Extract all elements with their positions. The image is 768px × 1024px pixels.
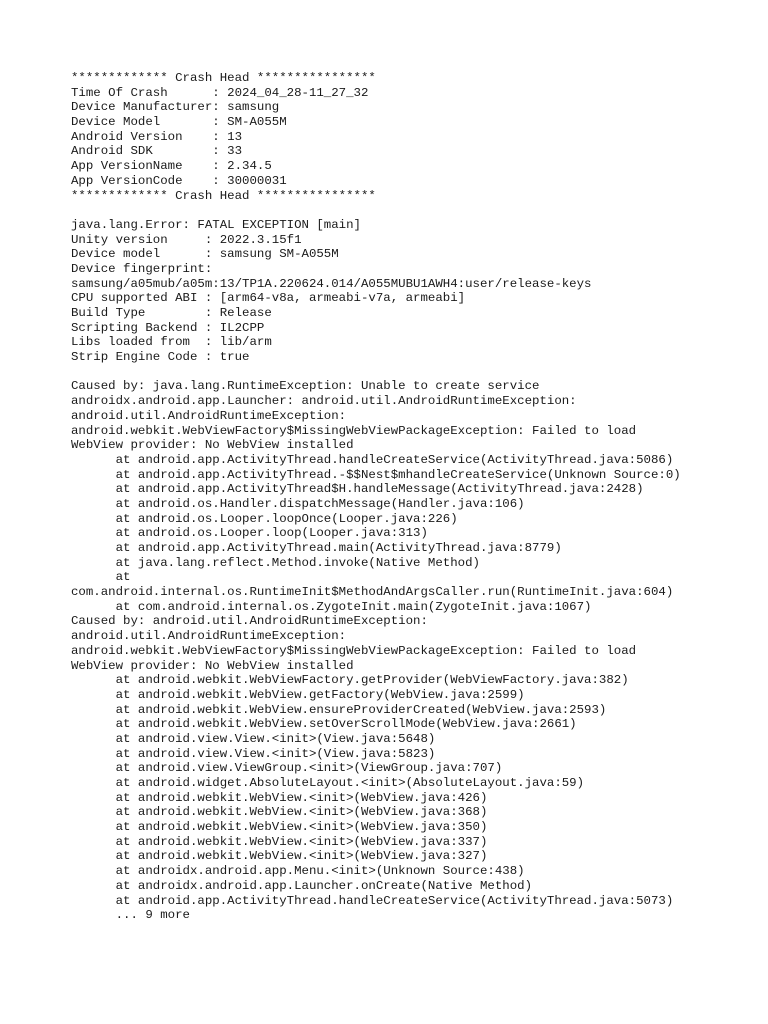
stack-frame: at android.webkit.WebViewFactory.getProvider(WebViewFactory.java:382) [71, 673, 629, 688]
stack-frame: at androidx.android.app.Launcher.onCreate(Native Method) [71, 878, 533, 893]
android-version-line: Android Version : 13 [71, 129, 243, 144]
fatal-exception-section [71, 218, 761, 365]
stack-frame: at java.lang.reflect.Method.invoke(Native Method) [71, 555, 480, 570]
stack-frame: at android.webkit.WebView.<init>(WebView.java:350) [71, 820, 488, 835]
android-sdk-line: Android SDK : 33 [71, 144, 243, 159]
stack-frame: at android.webkit.WebView.setOverScrollMode(WebView.java:2661) [71, 717, 577, 732]
more-frames-line: ... 9 more [71, 908, 190, 923]
unity-version-line: Unity version : 2022.3.15f1 [71, 232, 302, 247]
app-version-code-line: App VersionCode : 30000031 [71, 173, 287, 188]
cause-message-line: Caused by: java.lang.RuntimeException: Unable to create service [71, 379, 540, 394]
device-model-detail-line: Device model : samsung SM-A055M [71, 247, 339, 262]
stack-frame: com.android.internal.os.RuntimeInit$MethodAndArgsCaller.run(RuntimeInit.java:604) [71, 585, 674, 600]
stack-frame: at android.webkit.WebView.getFactory(WebView.java:2599) [71, 687, 525, 702]
cause-message-line: android.webkit.WebViewFactory$MissingWebViewPackageException: Failed to load [71, 423, 637, 438]
device-fingerprint-value: samsung/a05mub/a05m:13/TP1A.220624.014/A055MUBU1AWH4:user/release-keys [71, 276, 592, 291]
cpu-abi-line: CPU supported ABI : [arm64-v8a, armeabi-v7a, armeabi] [71, 291, 466, 306]
stack-frame: at android.webkit.WebView.<init>(WebView.java:368) [71, 805, 488, 820]
stack-frame: at android.app.ActivityThread.main(ActivityThread.java:8779) [71, 541, 562, 555]
stack-frame: at android.view.View.<init>(View.java:5823) [71, 746, 436, 761]
stack-frame: at android.widget.AbsoluteLayout.<init>(AbsoluteLayout.java:59) [71, 776, 585, 790]
stack-frame: at android.view.ViewGroup.<init>(ViewGroup.java:707) [71, 761, 503, 776]
cause-message-line: WebView provider: No WebView installed [71, 658, 354, 673]
stack-frame: at android.os.Handler.dispatchMessage(Handler.java:106) [71, 496, 525, 511]
stack-frame: at androidx.android.app.Menu.<init>(Unknown Source:438) [71, 864, 525, 879]
crash-head-banner-top: ************* Crash Head **************** [71, 71, 376, 85]
strip-engine-code-line: Strip Engine Code : true [71, 350, 250, 365]
spacer [71, 203, 761, 218]
cause-1-section [71, 379, 761, 614]
crash-head-banner-bottom: ************* Crash Head **************** [71, 188, 376, 203]
stack-frame: at android.os.Looper.loopOnce(Looper.java:226) [71, 511, 458, 526]
time-of-crash-line: Time Of Crash : 2024_04_28-11_27_32 [71, 85, 369, 100]
scripting-backend-line: Scripting Backend : IL2CPP [71, 320, 265, 335]
device-fingerprint-label: Device fingerprint: [71, 261, 213, 276]
cause-message-line: android.util.AndroidRuntimeException: [71, 629, 347, 644]
stack-frame: at android.app.ActivityThread.handleCreateService(ActivityThread.java:5073) [71, 893, 674, 908]
stack-frame: at android.app.ActivityThread.-$$Nest$mhandleCreateService(Unknown Source:0) [71, 467, 681, 482]
cause-message-line: WebView provider: No WebView installed [71, 438, 354, 453]
cause-message-line: androidx.android.app.Launcher: android.util.AndroidRuntimeException: [71, 394, 577, 409]
stack-frame: at android.webkit.WebView.<init>(WebView.java:337) [71, 834, 488, 849]
cause-message-line: android.util.AndroidRuntimeException: [71, 408, 347, 423]
cause-2-section [71, 614, 761, 922]
build-type-line: Build Type : Release [71, 306, 272, 320]
stack-frame: at android.webkit.WebView.ensureProviderCreated(WebView.java:2593) [71, 702, 607, 717]
stack-frame: at android.webkit.WebView.<init>(WebView.java:426) [71, 790, 488, 805]
cause-message-line: android.webkit.WebViewFactory$MissingWebViewPackageException: Failed to load [71, 643, 637, 658]
device-manufacturer-line: Device Manufacturer: samsung [71, 100, 280, 115]
libs-loaded-line: Libs loaded from : lib/arm [71, 335, 272, 350]
stack-frame: at android.webkit.WebView.<init>(WebView.java:327) [71, 849, 488, 864]
spacer [71, 365, 761, 380]
stack-frame: at [71, 570, 131, 585]
cause-message-line: Caused by: android.util.AndroidRuntimeException: [71, 614, 428, 629]
stack-frame: at android.os.Looper.loop(Looper.java:313) [71, 526, 428, 541]
device-model-line: Device Model : SM-A055M [71, 115, 287, 130]
app-version-name-line: App VersionName : 2.34.5 [71, 159, 272, 174]
fatal-exception-title: java.lang.Error: FATAL EXCEPTION [main] [71, 217, 361, 232]
stack-frame: at android.app.ActivityThread.handleCreateService(ActivityThread.java:5086) [71, 452, 674, 467]
stack-frame: at android.app.ActivityThread$H.handleMessage(ActivityThread.java:2428) [71, 482, 644, 497]
crash-head-section [71, 71, 761, 203]
crash-log-document [71, 71, 761, 923]
stack-frame: at android.view.View.<init>(View.java:5648) [71, 731, 436, 746]
stack-frame: at com.android.internal.os.ZygoteInit.main(ZygoteInit.java:1067) [71, 599, 592, 614]
